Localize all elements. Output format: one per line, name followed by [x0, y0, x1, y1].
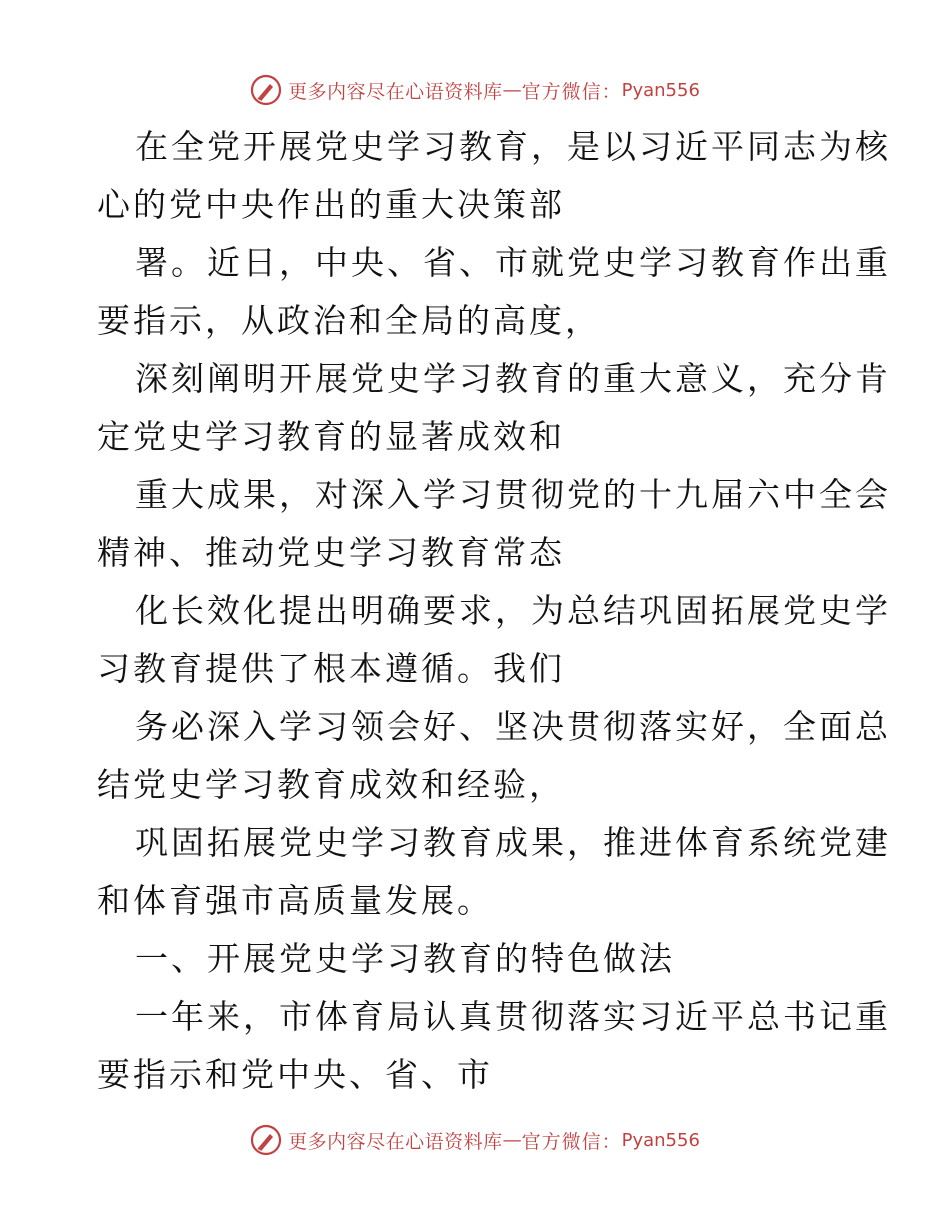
pen-logo-icon: [250, 74, 282, 106]
text-line: 习教育提供了根本遵循。我们: [97, 649, 565, 688]
watermark-dash: —: [502, 1129, 522, 1151]
section-heading: 一、开展党史学习教育的特色做法: [135, 939, 675, 978]
text-line: 一年来，市体育局认真贯彻落实习近平总书记重: [135, 997, 891, 1036]
text-line: 心的党中央作出的重大决策部: [97, 185, 565, 224]
watermark-wechat-label: 官方微信：: [521, 80, 622, 103]
watermark-wechat-label: 官方微信：: [521, 1130, 622, 1153]
text-line: 精神、推动党史学习教育常态: [97, 533, 565, 572]
header-watermark: [0, 70, 950, 110]
watermark-site-name: 更多内容尽在心语资料库: [288, 80, 503, 103]
document-body: [97, 118, 891, 1104]
pen-logo-icon: [250, 1124, 282, 1156]
watermark-dash: —: [502, 79, 522, 101]
text-line: 深刻阐明开展党史学习教育的重大意义，充分肯: [135, 359, 891, 398]
watermark-wechat-id: Pyan556: [621, 79, 700, 101]
text-line: 重大成果，对深入学习贯彻党的十九届六中全会: [135, 475, 891, 514]
text-line: 巩固拓展党史学习教育成果，推进体育系统党建: [135, 823, 891, 862]
text-line: 务必深入学习领会好、坚决贯彻落实好，全面总: [135, 707, 891, 746]
watermark-site-name: 更多内容尽在心语资料库: [288, 1130, 503, 1153]
text-line: 要指示，从政治和全局的高度，: [97, 301, 601, 340]
text-line: 和体育强市高质量发展。: [97, 881, 493, 920]
text-line: 署。近日，中央、省、市就党史学习教育作出重: [135, 243, 891, 282]
text-line: 在全党开展党史学习教育，是以习近平同志为核: [135, 127, 891, 166]
watermark-wechat-id: Pyan556: [621, 1129, 700, 1151]
text-line: 结党史学习教育成效和经验，: [97, 765, 565, 804]
text-line: 定党史学习教育的显著成效和: [97, 417, 565, 456]
text-line: 化长效化提出明确要求，为总结巩固拓展党史学: [135, 591, 891, 630]
footer-watermark: [0, 1120, 950, 1160]
text-line: 要指示和党中央、省、市: [97, 1055, 493, 1094]
